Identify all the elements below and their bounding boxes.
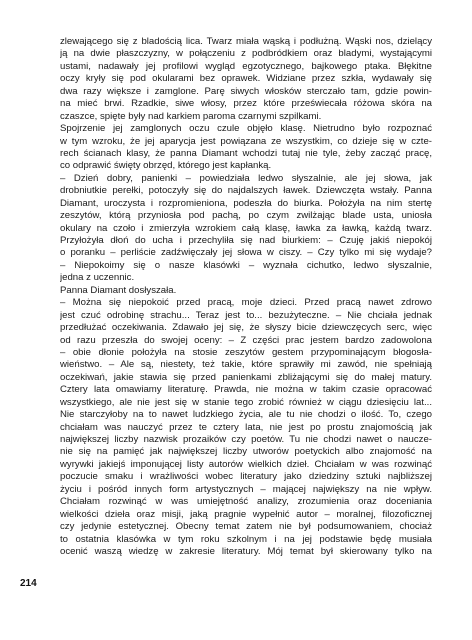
text-line: na mieć brwi. Rzadkie, siwe włosy, przez które przeświecała różowa skóra na bbox=[60, 98, 432, 110]
text-line: Nie starczyłoby na to nawet ludzkiego życia, ale tu nie chodzi o ilość. To, czego bbox=[60, 409, 432, 421]
text-line: Diamant, uroczysta i rozpromieniona, podeszła do biurka. Położyła na nim stertę bbox=[60, 197, 432, 209]
text-line: ją na dwie płaszczyzny, w połączeniu z podbródkiem oraz bladymi, wystającymi bbox=[60, 48, 432, 60]
text-line: czy jedynie estetycznej. Obecny temat zatem nie był podsumowaniem, chociaż bbox=[60, 521, 432, 533]
text-line: – Niepokoimy się o nasze klasówki – wyznała cichutko, ledwo słyszalnie, bbox=[60, 259, 432, 271]
text-line: chciałam was nauczyć przez te cztery lata, nie jest po prostu znajomością jak bbox=[60, 421, 432, 433]
text-line: wszystkiego, ale nie jest się w stanie tego zrobić również w ciągu dziesięciu lat... bbox=[60, 396, 432, 408]
text-line: drobniutkie perełki, potoczyły się do najdalszych ławek. Dziewczęta wstały. Panna bbox=[60, 185, 432, 197]
text-line: życiu i pośród innych form artystycznych – mającej największy na nie wpływ. bbox=[60, 483, 432, 495]
text-line: to ostatnia klasówka w tym roku szkolnym i na jej podstawie będę musiała bbox=[60, 533, 432, 545]
text-line: wyrywki jakiejś imponującej listy autorów wielkich dzieł. Chciałam w was rozwinąć bbox=[60, 458, 432, 470]
text-line: Spojrzenie jej zamglonych oczu czule objęło klasę. Nietrudno było rozpoznać bbox=[60, 123, 432, 135]
text-line: Przyłożyła dłoń do ucha i przechyliła się nad biurkiem: – Czuję jakiś niepokój bbox=[60, 235, 432, 246]
page-number: 214 bbox=[20, 578, 37, 589]
text-line: ustami, nadawały jej profilowi wygląd egzotycznego, bajkowego ptaka. Błękitne bbox=[60, 60, 432, 72]
text-line: okulary na czoło i zmierzyła wzrokiem całą klasę, ławka za ławką, każdą twarz. bbox=[60, 222, 432, 234]
text-line: o poranku – perliście zadźwięczały jej słowa w ciszy. – Czy tylko mi się wydaje? bbox=[60, 247, 432, 259]
text-line: oczekiwań, jakie stawia się przed panienkami zbliżającymi się do małej matury. bbox=[60, 371, 432, 383]
text-line: wielkości dzieła oraz misji, jaką pragnie wypełnić autor – moralnej, filozoficznej bbox=[60, 508, 432, 520]
text-line: przedłużać oczekiwania. Zdawało jej się, że słyszy bicie dziewczęcych serc, więc bbox=[60, 322, 432, 334]
text-line: co odprawić święty obrzęd, którego jest kapłanką. bbox=[60, 160, 272, 172]
text-line: od razu przeszła do swojej oceny: – Z części prac jestem bardzo zadowolona bbox=[60, 334, 432, 346]
text-line: największej liczby nazwisk prozaików czy poetów. Tu nie chodzi nawet o naucze- bbox=[60, 434, 432, 445]
text-line: jedna z uczennic. bbox=[60, 272, 135, 284]
text-line: jest czuć odrobinę strachu... Teraz jest to... bezużyteczne. – Nie chciała jednak bbox=[60, 309, 432, 321]
text-line: – Dzień dobry, panienki – powiedziała ledwo słyszalnie, ale jej słowa, jak bbox=[60, 172, 432, 184]
text-line: Panna Diamant dosłyszała. bbox=[60, 284, 177, 296]
text-line: oczy kryły się pod okularami bez oprawek. Widziane przez szkła, wydawały się bbox=[60, 73, 432, 85]
text-line: – obie dłonie położyła na stosie zeszytów gestem przypominającym błogosła- bbox=[60, 346, 432, 358]
text-line: rech ścianach klasy, że panna Diamant wchodzi tutaj nie tyle, żeby zacząć pracę, bbox=[60, 147, 432, 159]
text-line: w tym wzroku, że jej aparycja jest powiązana ze wszystkim, co dzieje się w czte- bbox=[60, 135, 432, 147]
text-line: zeszytów, którą przyniosła pod pachą, po czym zwilżając blade usta, uniosła bbox=[60, 210, 432, 222]
text-line: Chciałam rozwinąć w was umiejętność analizy, zrozumienia oraz doceniania bbox=[60, 496, 432, 508]
text-line: nie się na pamięć jak największej liczby utworów poetyckich albo znajomość na bbox=[60, 446, 432, 458]
text-line: zlewającego się z bladością lica. Twarz miała wąską i podłużną. Wąski nos, dzielący bbox=[60, 36, 432, 47]
text-line: czaszce, spięte były nad karkiem paroma czarnymi szpilkami. bbox=[60, 110, 322, 122]
text-line: Cztery lata omawiamy literaturę. Prawda, nie można w takim czasie opracować bbox=[60, 384, 432, 396]
text-line: ocenić waszą wiedzę w zakresie literatury. Mój temat był skierowany tylko na bbox=[60, 545, 432, 557]
text-line: wieństwo. – Ale są, niestety, też takie, które sprawiły mi zawód, nie spełniają bbox=[60, 359, 432, 371]
text-line: poczucie smaku i wrażliwości wobec literatury jako dziedziny sztuki najbliższej bbox=[60, 471, 432, 483]
text-line: – Można się niepokoić przed pracą, moje dzieci. Przed pracą nawet zdrowo bbox=[60, 297, 432, 309]
text-line: dwa razy większe i zamglone. Parę siwych włosków sterczało tam, gdzie powin- bbox=[60, 85, 432, 97]
body-text bbox=[60, 36, 432, 558]
